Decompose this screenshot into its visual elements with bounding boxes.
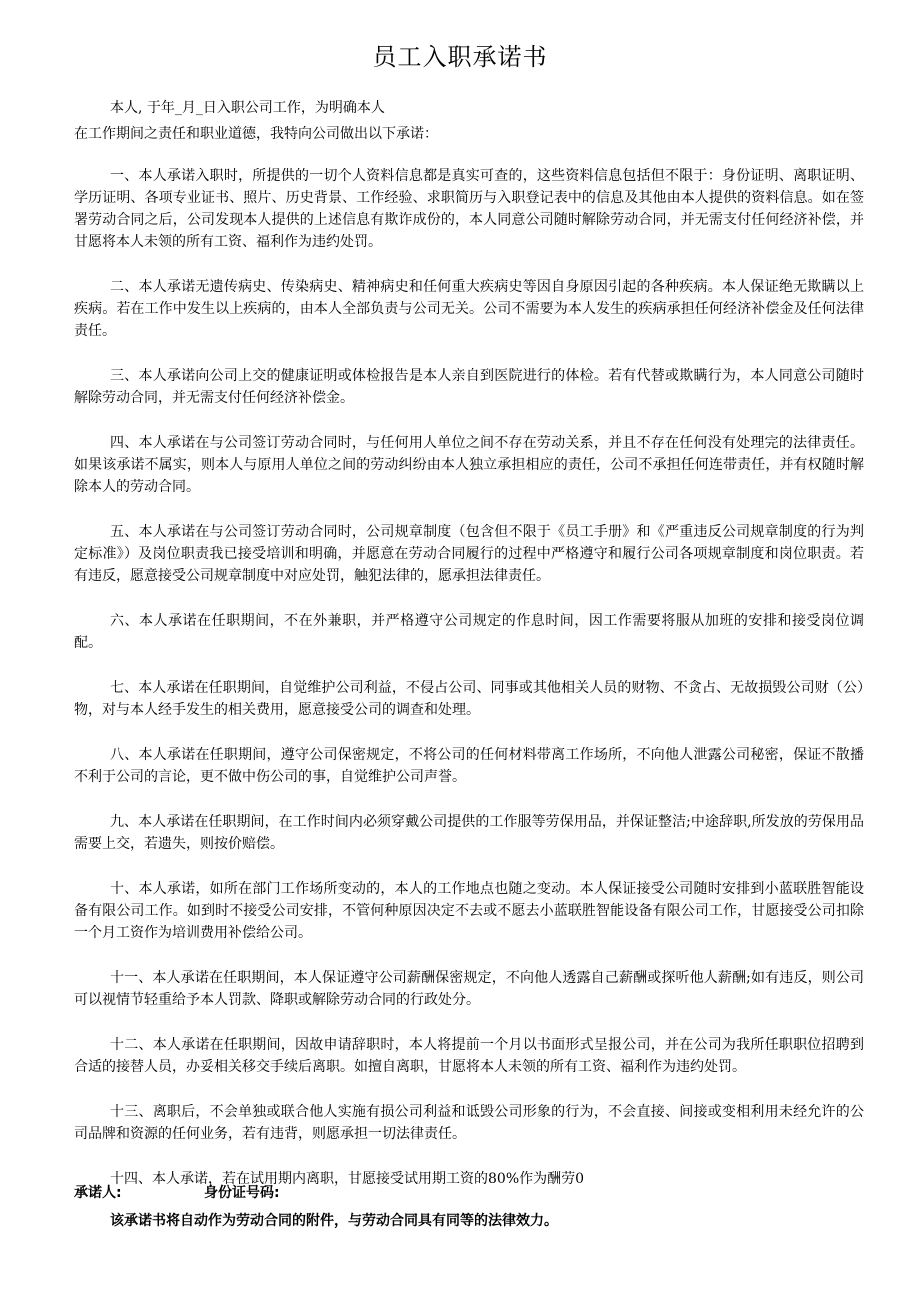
clause-2: 二、本人承诺无遗传病史、传染病史、精神病史和任何重大疾病史等因自身原因引起的各种疾病。本人保证绝无欺瞒以上疾病。若在工作中发生以上疾病的，由本人全部负责与公司无关。公司不需要为本人发生的疾病承担任何经济补偿金及任何法律责任。 xyxy=(74,279,864,339)
intro-line-1: 本人, 于年_月_日入职公司工作，为明确本人 xyxy=(110,100,385,116)
intro-line-2: 在工作期间之责任和职业道德，我特向公司做出以下承诺： xyxy=(74,126,438,142)
clause-11: 十一、本人承诺在任职期间，本人保证遵守公司薪酬保密规定，不向他人透露自己薪酬或探听他人薪酬;如有违反，则公司可以视情节轻重给予本人罚款、降职或解除劳动合同的行政处分。 xyxy=(74,970,864,1008)
id-number-label: 身份证号码: xyxy=(204,1185,280,1201)
clause-14: 十四、本人承诺，若在试用期内离职，甘愿接受试用期工资的80%作为酬劳0 xyxy=(110,1171,585,1187)
clause-10: 十、本人承诺，如所在部门工作场所变动的，本人的工作地点也随之变动。本人保证接受公司随时安排到小蓝联胜智能设备有限公司工作。如到时不接受公司安排，不管何种原因决定不去或不愿去小蓝联胜智能设备有限公司工作，甘愿接受公司扣除一个月工资作为培训费用补偿给公司。 xyxy=(74,881,864,941)
clause-9: 九、本人承诺在任职期间，在工作时间内必须穿戴公司提供的工作服等劳保用品，并保证整洁;中途辞职,所发放的劳保用品需要上交，若遗失，则按价赔偿。 xyxy=(74,814,864,852)
signature-line xyxy=(74,1182,864,1204)
clause-4: 四、本人承诺在与公司签订劳动合同时，与任何用人单位之间不存在劳动关系，并且不存在任何没有处理完的法律责任。如果该承诺不属实，则本人与原用人单位之间的劳动纠纷由本人独立承担相应的责任，公司不承担任何连带责任，并有权随时解除本人的劳动合同。 xyxy=(74,435,864,495)
clause-list xyxy=(74,165,864,1232)
clause-3: 三、本人承诺向公司上交的健康证明或体检报告是本人亲自到医院进行的体检。若有代替或欺瞒行为，本人同意公司随时解除劳动合同，并无需支付任何经济补偿金。 xyxy=(74,368,864,406)
summary-statement: 该承诺书将自动作为劳动合同的附件，与劳动合同具有同等的法律效力。 xyxy=(110,1213,558,1229)
clause-13: 十三、离职后，不会单独或联合他人实施有损公司利益和诋毁公司形象的行为，不会直接、间接或变相利用未经允许的公司品牌和资源的任何业务，若有违背，则愿承担一切法律责任。 xyxy=(74,1104,864,1142)
clause-1: 一、本人承诺入职时，所提供的一切个人资料信息都是真实可查的，这些资料信息包括但不限于：身份证明、离职证明、学历证明、各项专业证书、照片、历史背景、工作经验、求职简历与入职登记表中的信息及其他由本人提供的资料信息。如在签署劳动合同之后，公司发现本人提供的上述信息有欺诈成份的，本人同意公司随时解除劳动合同，并无需支付任何经济补偿，并甘愿将本人未领的所有工资、福利作为违约处罚。 xyxy=(74,168,864,250)
clause-6: 六、本人承诺在任职期间，不在外兼职，并严格遵守公司规定的作息时间，因工作需要将服从加班的安排和接受岗位调配。 xyxy=(74,613,864,651)
clause-12: 十二、本人承诺在任职期间，因故申请辞职时，本人将提前一个月以书面形式呈报公司，并在公司为我所任职职位招聘到合适的接替人员，办妥相关移交手续后离职。如擅自离职，甘愿将本人未领的所有工资、福利作为违约处罚。 xyxy=(74,1037,864,1075)
signer-label: 承诺人: xyxy=(74,1185,122,1201)
clause-5: 五、本人承诺在与公司签订劳动合同时，公司规章制度（包含但不限于《员工手册》和《严重违反公司规章制度的行为判定标准》）及岗位职责我已接受培训和明确，并愿意在劳动合同履行的过程中严格遵守和履行公司各项规章制度和岗位职责。若有违反，愿意接受公司规章制度中对应处罚，触犯法律的，愿承担法律责任。 xyxy=(74,524,864,584)
clause-7: 七、本人承诺在任职期间，自觉维护公司利益，不侵占公司、同事或其他相关人员的财物、不贪占、无故损毁公司财（公）物，对与本人经手发生的相关费用，愿意接受公司的调查和处理。 xyxy=(74,680,864,718)
page-title: 员工入职承诺书 xyxy=(372,43,548,71)
clause-8: 八、本人承诺在任职期间，遵守公司保密规定，不将公司的任何材料带离工作场所，不向他人泄露公司秘密，保证不散播不利于公司的言论，更不做中伤公司的事，自觉维护公司声誉。 xyxy=(74,747,864,785)
intro-paragraph xyxy=(74,95,864,147)
